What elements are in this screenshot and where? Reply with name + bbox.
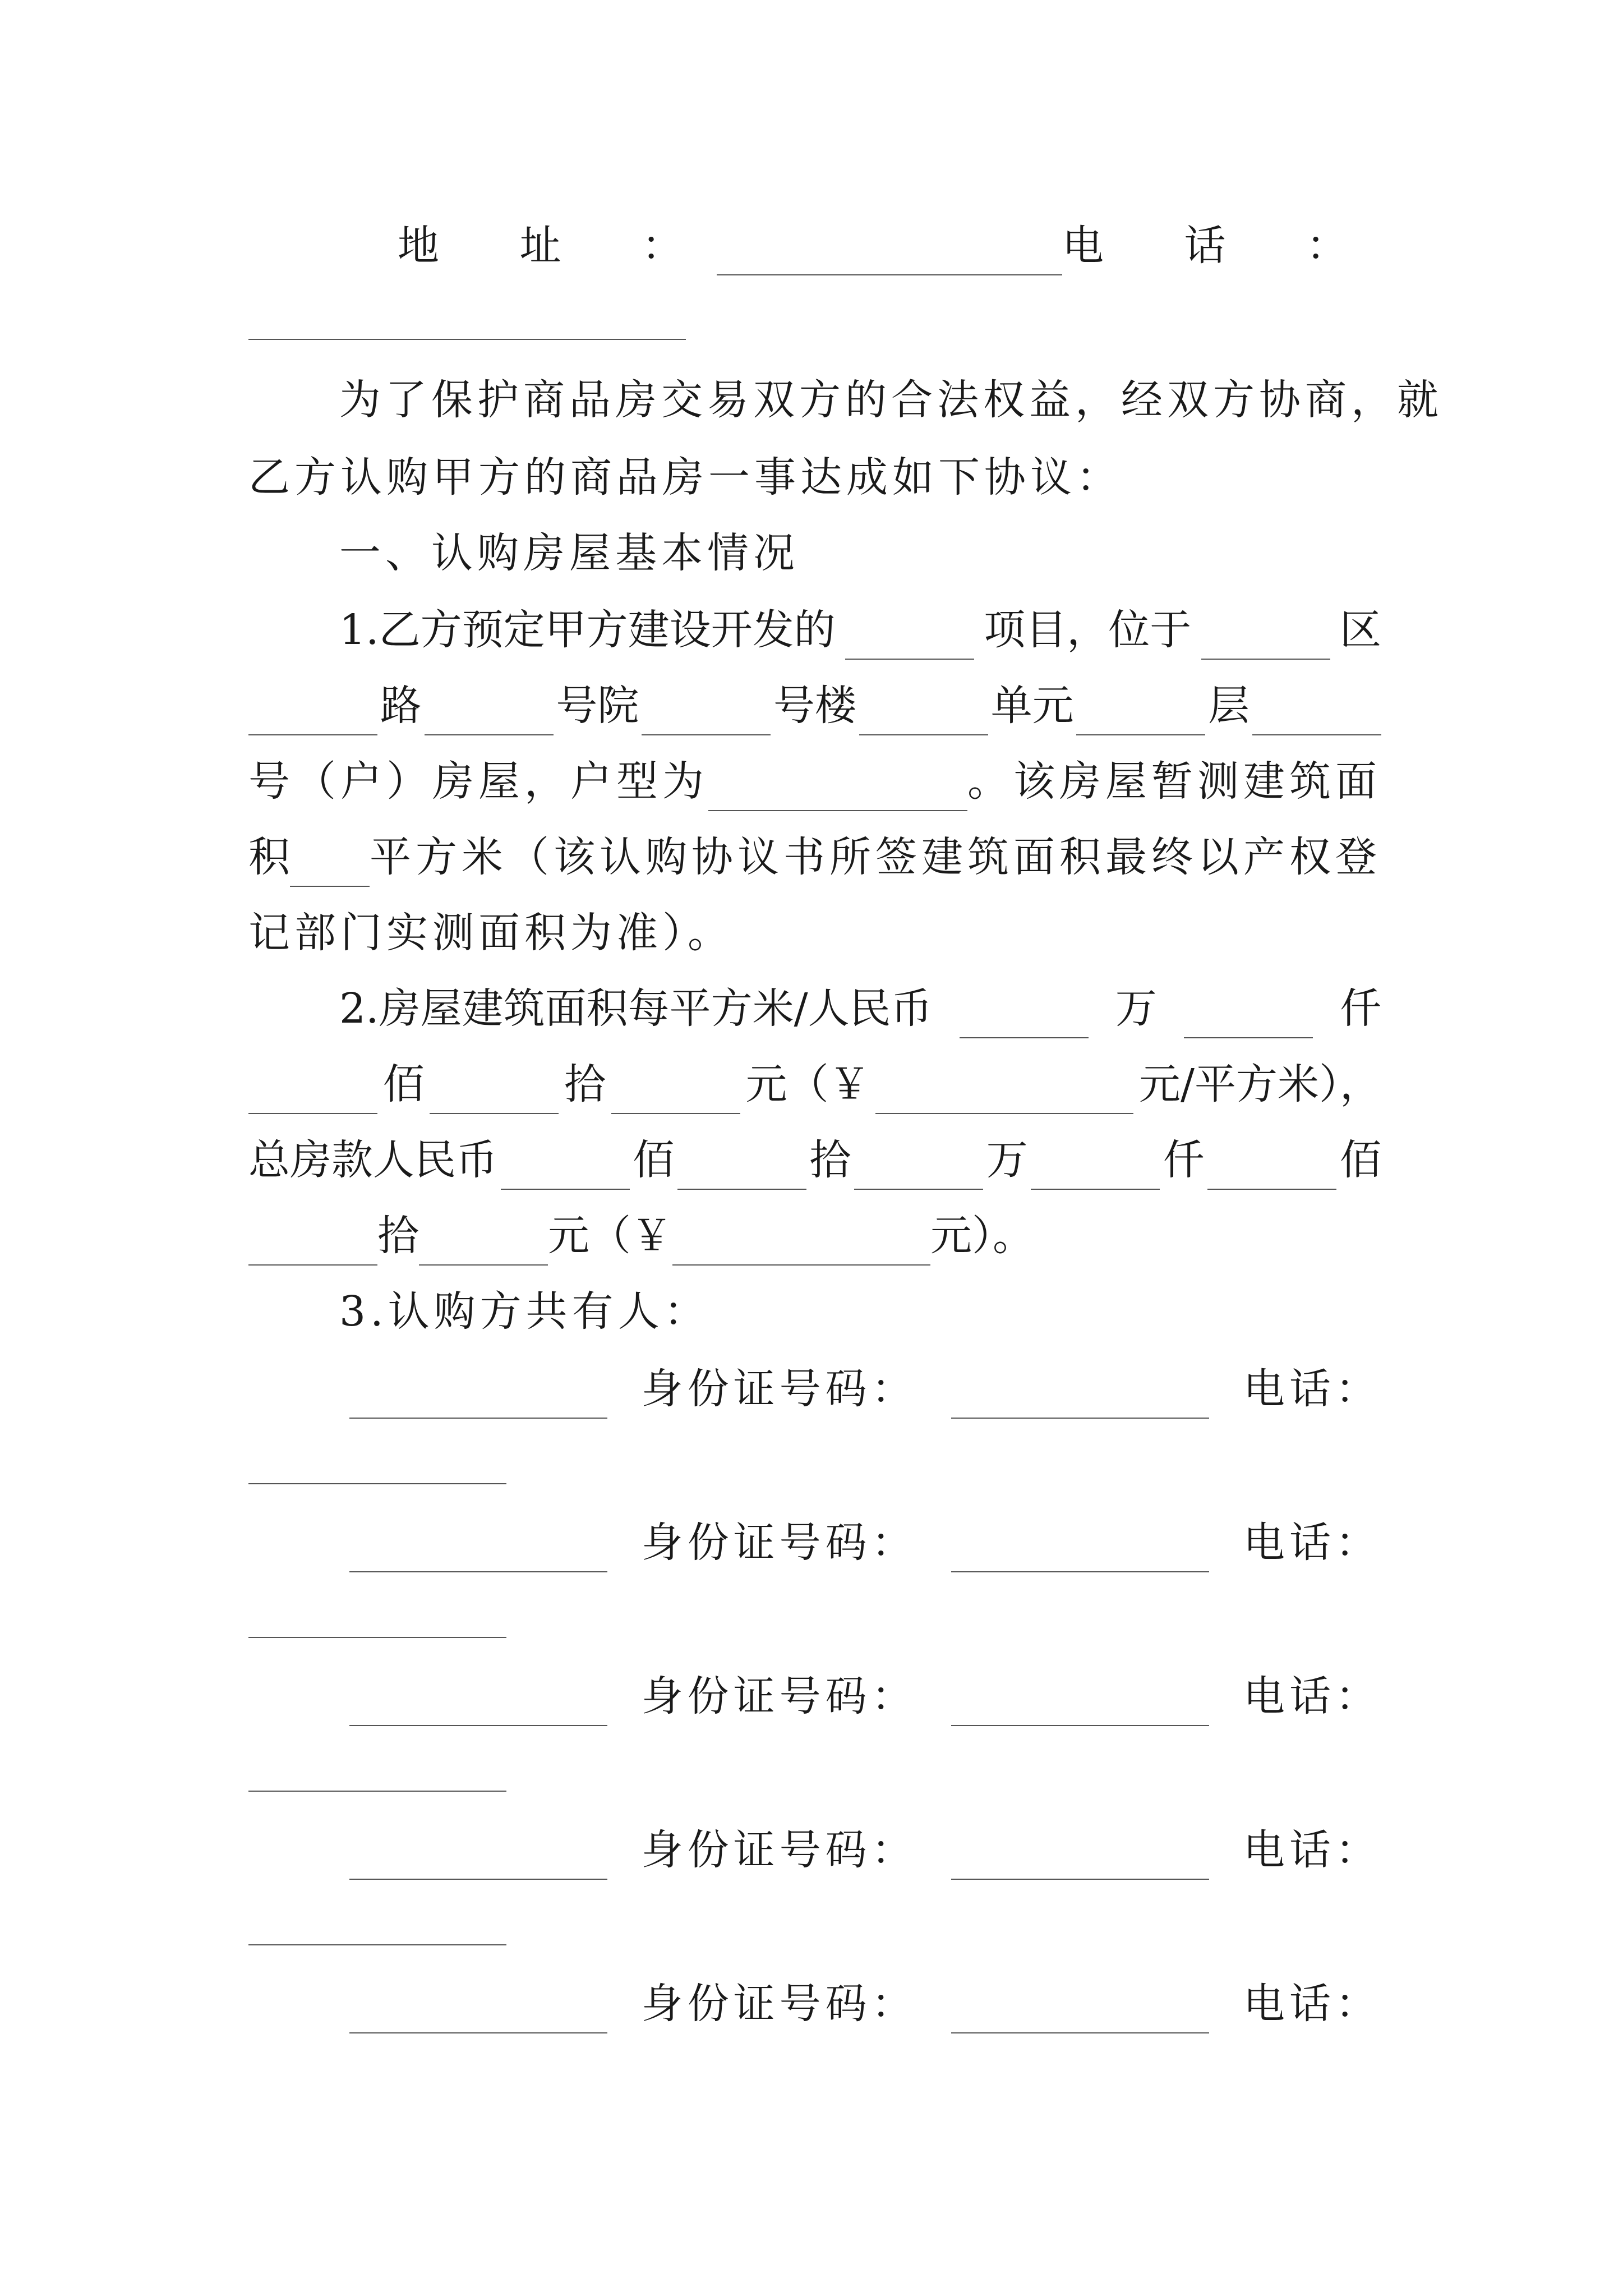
- co-owner-id-blank[interactable]: [951, 1683, 1209, 1726]
- clause2-line-b: [248, 1046, 1381, 1122]
- total-shi2-label: 拾: [377, 1212, 419, 1260]
- building-label: 号楼: [773, 682, 856, 730]
- total-bai-label: 佰: [633, 1136, 675, 1184]
- floor-blank[interactable]: [1076, 693, 1205, 735]
- clause2-line-c: [248, 1122, 1381, 1198]
- co-owner-id-blank[interactable]: [951, 1991, 1209, 2033]
- co-owner-id-blank[interactable]: [951, 1530, 1209, 1572]
- co-owner-phone-label: 电话：: [1243, 1519, 1381, 1567]
- unit-price-shi-label: 拾: [564, 1060, 606, 1108]
- unit-price-qian-digit-blank[interactable]: [248, 1071, 377, 1114]
- total-end-label: 元）。: [930, 1212, 1034, 1260]
- clause1-prefix: 1.乙方预定甲方建设开发的: [339, 606, 836, 654]
- unit-price-bai-label: 佰: [382, 1060, 425, 1108]
- intro-line-2: 乙方认购甲方的商品房一事达成如下协议：: [248, 453, 1122, 501]
- road-label: 路: [380, 682, 422, 730]
- co-owner-phone-row-3: [248, 1721, 1381, 1797]
- clause1-line-e: 记部门实测面积为准）。: [248, 909, 734, 957]
- co-owner-phone-label: 电话：: [1243, 1365, 1381, 1413]
- co-owner-id-blank[interactable]: [951, 1376, 1209, 1419]
- unit-price-qian-blank[interactable]: [1184, 996, 1313, 1038]
- total-yuan-blank[interactable]: [419, 1223, 548, 1266]
- clause1-line-c: [248, 743, 1381, 820]
- co-owner-name-blank[interactable]: [349, 1991, 607, 2033]
- courtyard-label: 号院: [556, 682, 639, 730]
- phone-blank[interactable]: [248, 297, 686, 340]
- co-owner-phone-label: 电话：: [1243, 1826, 1381, 1874]
- total-shi-digit-blank[interactable]: [248, 1223, 377, 1266]
- co-owner-name-blank[interactable]: [349, 1837, 607, 1880]
- area-label: 积: [248, 833, 290, 881]
- project-blank[interactable]: [845, 617, 974, 660]
- co-owner-phone-blank[interactable]: [248, 1903, 506, 1945]
- co-owner-phone-row-4: [248, 1875, 1381, 1951]
- co-owner-phone-row-2: [248, 1567, 1381, 1644]
- total-qian-blank[interactable]: [1031, 1147, 1160, 1190]
- clause1-project-label: 项目，位于: [984, 606, 1192, 654]
- building-blank[interactable]: [642, 693, 771, 735]
- total-shi-label: 拾: [809, 1136, 851, 1184]
- unit-blank[interactable]: [859, 693, 988, 735]
- co-owner-phone-blank[interactable]: [248, 1595, 506, 1638]
- co-owner-id-label: 身份证号码：: [641, 1672, 917, 1720]
- phone-label: 电 话 ：: [1062, 222, 1381, 270]
- house-type-prefix: 号（户）房屋，户型为: [248, 757, 708, 806]
- co-owner-name-blank[interactable]: [349, 1530, 607, 1572]
- co-owner-name-blank[interactable]: [349, 1683, 607, 1726]
- co-owner-phone-row-1: [248, 1414, 1381, 1490]
- clause1-line-d: [248, 819, 1381, 895]
- clause2-line-d: [248, 1198, 1381, 1274]
- clause2-line-a: [248, 970, 1381, 1047]
- clause1-line-a: [248, 592, 1381, 668]
- intro-line-1: 为了保护商品房交易双方的合法权益，经双方协商，就: [339, 376, 1443, 424]
- unit-price-yuan-label: 元（￥: [745, 1060, 870, 1108]
- total-figure-blank[interactable]: [672, 1223, 930, 1266]
- area-note: 平方米（该认购协议书所签建筑面积最终以产权登: [370, 833, 1381, 881]
- unit-price-wan-blank[interactable]: [960, 996, 1089, 1038]
- clause1-line-b: [248, 668, 1381, 744]
- courtyard-blank[interactable]: [425, 693, 554, 735]
- co-owner-id-label: 身份证号码：: [641, 1519, 917, 1567]
- co-owner-row-5: [248, 1966, 1381, 2042]
- total-shi-blank[interactable]: [677, 1147, 806, 1190]
- clause1-district-label: 区: [1339, 606, 1381, 654]
- unit-price-bai-blank[interactable]: [430, 1071, 559, 1114]
- unit-price-figure-blank[interactable]: [875, 1071, 1133, 1114]
- total-bai2-label: 佰: [1339, 1136, 1381, 1184]
- co-owner-name-blank[interactable]: [349, 1376, 607, 1419]
- clause3-heading: 3.认购方共有人：: [339, 1287, 710, 1336]
- unit-label: 单元: [990, 682, 1074, 730]
- section-heading: 一、认购房屋基本情况: [339, 529, 799, 577]
- address-label: 地 址 ：: [398, 222, 717, 270]
- phone-blank-row: [248, 269, 1381, 346]
- district-blank[interactable]: [1201, 617, 1330, 660]
- total-yuan-label: 元（￥: [548, 1212, 672, 1260]
- total-wan-label: 万: [986, 1136, 1028, 1184]
- total-price-prefix: 总房款人民币: [248, 1136, 497, 1184]
- unit-price-qian-label: 仟: [1339, 984, 1381, 1033]
- co-owner-phone-label: 电话：: [1243, 1672, 1381, 1720]
- co-owner-phone-label: 电话：: [1243, 1980, 1381, 2028]
- unit-price-unit-label: 元/平方米），: [1139, 1060, 1381, 1108]
- co-owner-phone-blank[interactable]: [248, 1442, 506, 1484]
- total-bai-blank[interactable]: [501, 1147, 630, 1190]
- total-wan-blank[interactable]: [854, 1147, 983, 1190]
- co-owner-id-label: 身份证号码：: [641, 1826, 917, 1874]
- house-area-prefix: 。该房屋暂测建筑面: [967, 757, 1381, 806]
- road-blank[interactable]: [248, 693, 377, 735]
- co-owner-id-label: 身份证号码：: [641, 1980, 917, 2028]
- area-blank[interactable]: [290, 844, 370, 887]
- co-owner-id-label: 身份证号码：: [641, 1365, 917, 1413]
- house-number-blank[interactable]: [1252, 693, 1381, 735]
- floor-label: 层: [1208, 682, 1250, 730]
- co-owner-id-blank[interactable]: [951, 1837, 1209, 1880]
- unit-price-prefix: 2.房屋建筑面积每平方米/人民币: [339, 984, 933, 1033]
- house-type-blank[interactable]: [708, 769, 967, 811]
- unit-price-wan-label: 万: [1115, 984, 1157, 1033]
- total-bai2-blank[interactable]: [1207, 1147, 1336, 1190]
- unit-price-shi-blank[interactable]: [611, 1071, 740, 1114]
- total-qian-label: 仟: [1163, 1136, 1205, 1184]
- co-owner-phone-blank[interactable]: [248, 1749, 506, 1792]
